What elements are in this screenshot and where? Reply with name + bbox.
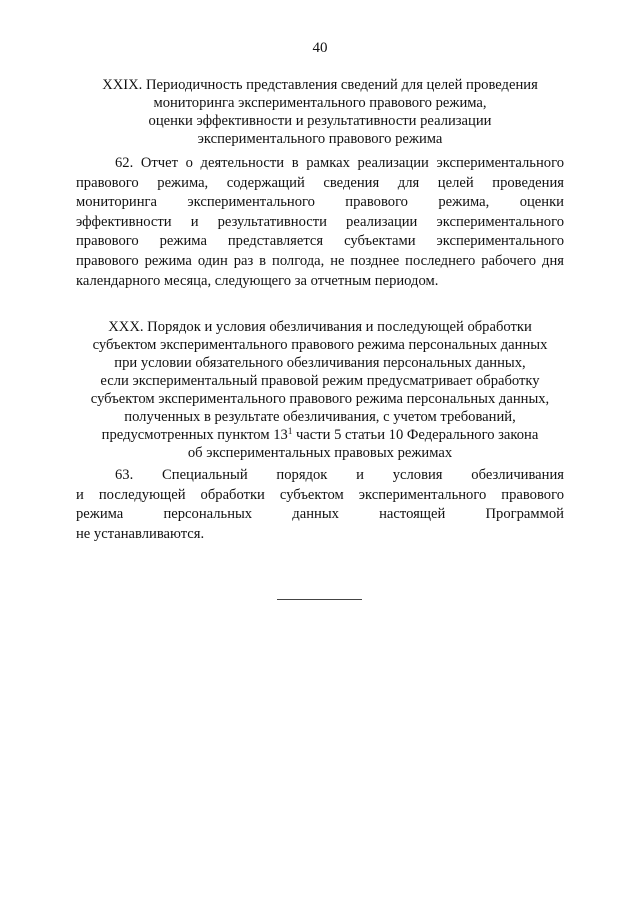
heading-line: при условии обязательного обезличивания персональных данных, [114,355,526,371]
paragraph-line: правового режима один раз в полгода, не позднее последнего рабочего дня [76,252,564,269]
heading-line: об экспериментальных правовых режимах [187,445,453,461]
paragraph-63 [76,466,564,544]
paragraph-line: и последующей обработки субъектом экспериментального правового [76,486,564,503]
heading-line-with-footnote [60,426,580,444]
page-number: 40 [312,40,328,56]
heading-line: XXX. Порядок и условия обезличивания и последующей обработки [108,319,532,335]
paragraph-line: 63. Специальный порядок и условия обезличивания [115,467,564,483]
paragraph-line: календарного месяца, следующего за отчетным периодом. [76,272,439,289]
heading-line: мониторинга экспериментального правового режима, [153,95,487,111]
paragraph-line: мониторинга экспериментального правового режима, оценки [76,194,564,211]
paragraph-62 [76,154,564,291]
heading-line: если экспериментальный правовой режим предусматривает обработку [100,373,540,389]
paragraph-line: эффективности и результативности реализации экспериментального [76,213,564,230]
superscript-mark: 1 [287,426,293,436]
paragraph-line: правового режима представляется субъектами экспериментального [76,233,564,250]
heading-line: XXIX. Периодичность представления сведений для целей проведения [102,77,538,93]
paragraph-line: правового режима, содержащий сведения для целей проведения [76,174,564,191]
heading-line: экспериментального правового режима [197,131,443,147]
heading-line: оценки эффективности и результативности реализации [148,113,492,129]
section-heading-30 [60,318,580,462]
paragraph-line: не устанавливаются. [76,525,205,542]
paragraph-line: 62. Отчет о деятельности в рамках реализации экспериментального [115,155,564,171]
heading-line: субъектом экспериментального правового режима персональных данных [92,337,548,353]
paragraph-line: режима персональных данных настоящей Программой [76,506,564,523]
section-heading-29 [60,76,580,148]
heading-text: предусмотренных пунктом 13 [101,427,288,443]
heading-line: субъектом экспериментального правового режима персональных данных, [90,391,550,407]
end-of-document-rule [277,599,362,600]
heading-line: полученных в результате обезличивания, с учетом требований, [124,409,516,425]
heading-text: части 5 статьи 10 Федерального закона [292,427,539,443]
